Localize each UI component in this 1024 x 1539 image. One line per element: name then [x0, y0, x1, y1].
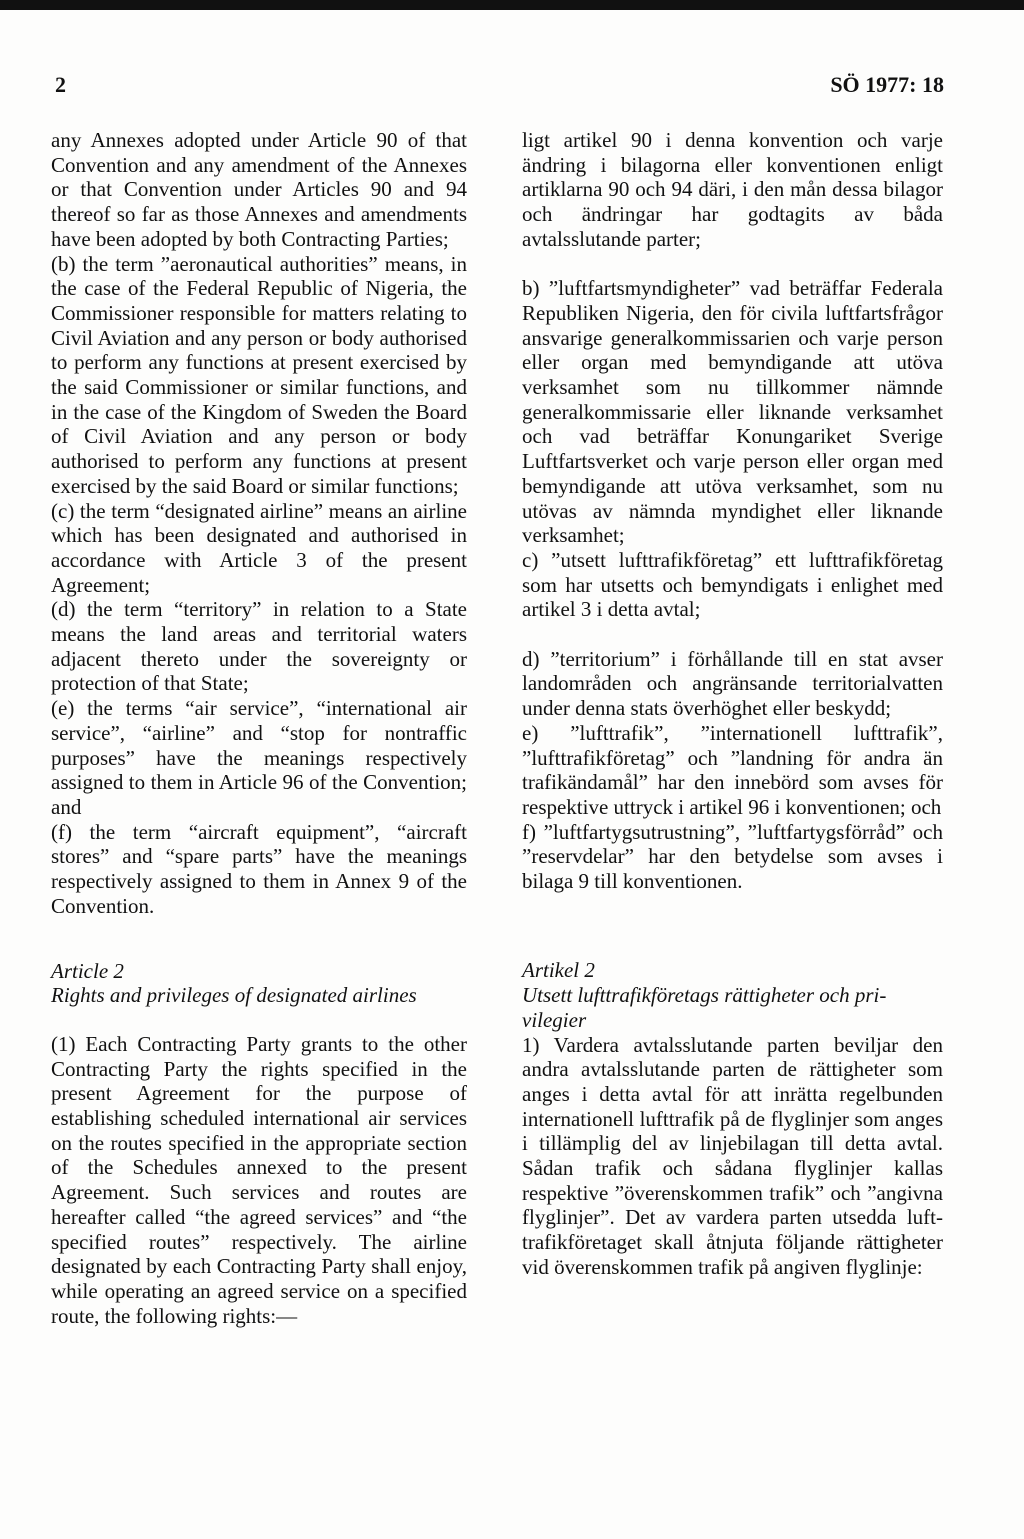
page-header — [55, 72, 944, 102]
article-title-en: Article 2 — [51, 958, 124, 983]
english-column — [51, 128, 467, 1328]
article-subtitle-en: Rights and privileges of designated airlines — [51, 983, 417, 1008]
definition-designated-airline-en: (c) the term “designated airline” means an airline which has been designated and authorised in accordance with Article 3 of the present Agreement; — [51, 498, 467, 597]
definition-territory-en: (d) the term “territory” in relation to a State means the land areas and territorial waters adjacent thereto under the sovereignty or protection of that State; — [51, 597, 467, 696]
article-body-en: (1) Each Contracting Party grants to the other Contracting Party the rights specified in the present Agreement for the purpose of establishing scheduled international air services on the routes specified in the appropriate section of the Schedules annexed to the present Agreement. Such services and routes are hereafter called “the agreed services” and “the specified routes” respectively. The airline designated by each Contracting Party shall enjoy, while operating an agreed service on a specified route, the following rights:— — [51, 1031, 467, 1328]
page-top-border — [0, 0, 1024, 10]
article-heading-sv — [522, 958, 943, 1032]
article-body-sv: 1) Vardera avtalsslutande parten beviljar den andra avtalsslutande parten de rättigheter som anges i detta avtal för att inrätta regelbunden internationell lufttrafik på de flyglinjer som anges i tillämplig del av linjebilagan till detta avtal. Sådan trafik och sådana flyglinjer kallas respektive ”överenskommen trafik” och ”angivna flyglinjer”. Det av vardera parten utsedda lufttrafikföretaget skall åtnjuta följande rättigheter vid överenskommen trafik på angiven flyglinje: — [522, 1032, 943, 1279]
definition-designated-airline-sv: c) ”utsett lufttrafikföretag” ett lufttrafikföretag som har utsetts och bemyndigats i enlighet med artikel 3 i detta avtal; — [522, 547, 943, 622]
document-reference: SÖ 1977: 18 — [830, 72, 944, 97]
article-subtitle-sv: Utsett lufttrafikföretags rättigheter och privilegier — [522, 983, 887, 1032]
definition-aircraft-equipment-en: (f) the term “aircraft equipment”, “aircraft stores” and “spare parts” have the meanings respectively assigned to them in Annex 9 of the Convention. — [51, 819, 467, 918]
article-title-sv: Artikel 2 — [522, 958, 595, 983]
definition-aeronautical-authorities-sv: b) ”luftfartsmyndigheter” vad beträffar Federala Republiken Nigeria, den för civila luftfartsfrågor ansvarige generalkommissarien och varje person eller organ med bemyndigande att utöva verksamhet som nu tillkommer nämnde generalkommissarie eller liknande verksamhet och vad beträffar Konungariket Sverige Luftfartsverket och varje person eller organ med bemyndigande att utöva verksamhet, som nu utövas av nämnda myndighet eller liknande verksamhet; — [522, 276, 943, 548]
definition-territory-sv: d) ”territorium” i förhållande till en stat avser landområden och angränsande territorialvatten under denna stats överhöghet eller beskydd; — [522, 646, 943, 721]
definition-aircraft-equipment-sv: f) ”luftfartygsutrustning”, ”luftfartygsförråd” och ”reservdelar” har den betydelse som avses i bilaga 9 till konventionen. — [522, 819, 943, 894]
definition-aeronautical-authorities-en: (b) the term ”aeronautical authorities” means, in the case of the Federal Republic of Nigeria, the Commissioner responsible for matters relating to Civil Aviation and any person or body authorised to perform any functions at present exercised by the said Commissioner or similar functions, and in the case of the Kingdom of Sweden the Board of Civil Aviation and any person or body authorised to perform any functions at present exercised by the said Board or similar functions; — [51, 251, 467, 498]
definition-annexes-en: any Annexes adopted under Article 90 of that Convention and any amendment of the Annexes or that Convention under Articles 90 and 94 thereof so far as those Annexes and amendments have been adopted by both Contracting Parties; — [51, 128, 467, 251]
definition-air-service-en: (e) the terms “air service”, “international air service”, “airline” and “stop for nontraffic purposes” have the meanings respectively assigned to them in Article 96 of the Convention; and — [51, 696, 467, 819]
definition-annexes-sv: ligt artikel 90 i denna konvention och varje ändring i bilagorna eller konventionen enligt artiklarna 90 och 94 däri, i den mån dessa bilagor och ändringar har godtagits av båda avtalsslutande parter; — [522, 128, 943, 251]
swedish-column — [522, 128, 943, 1280]
page-number: 2 — [55, 72, 66, 97]
article-heading-en — [51, 959, 467, 1008]
definition-air-service-sv: e) ”lufttrafik”, ”internationell lufttrafik”, ”lufttrafikföretag” och ”landning för andra än trafikändamål” har den innebörd som avses för respektive uttryck i artikel 96 i konventionen; och — [522, 720, 943, 819]
